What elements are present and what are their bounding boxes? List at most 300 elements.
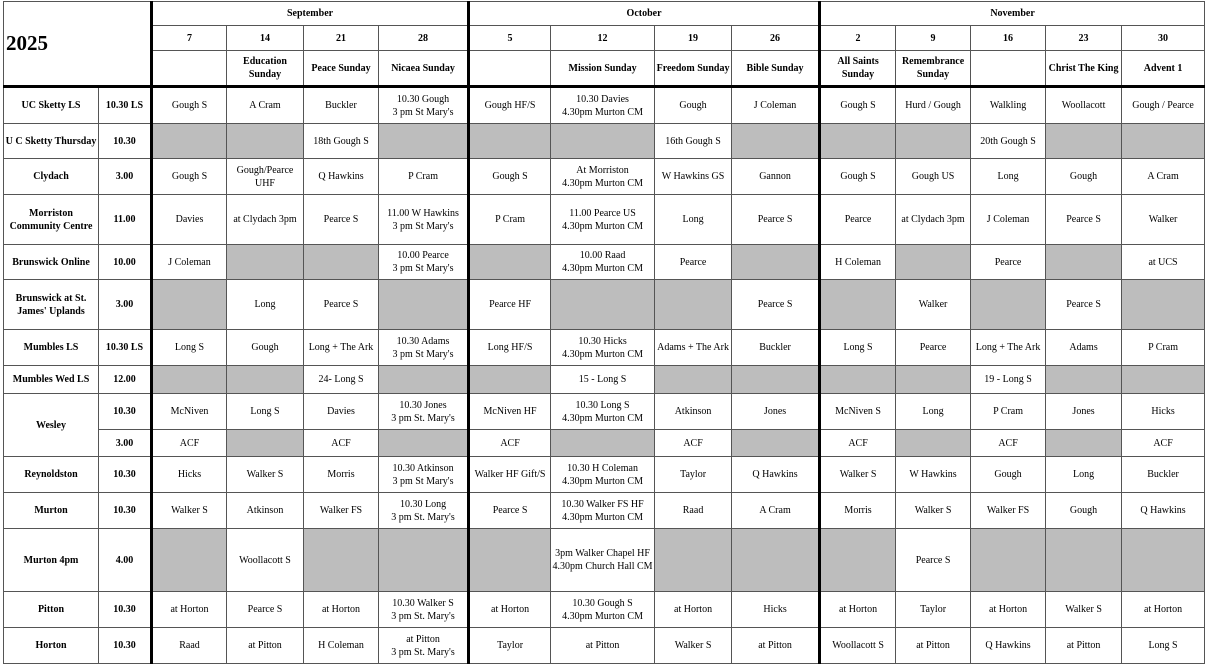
preacher-cell: A Cram	[1122, 159, 1205, 195]
empty-slot	[551, 124, 655, 159]
cell-line: 3 pm St Mary's	[392, 106, 454, 118]
empty-slot	[379, 124, 469, 159]
cell-line: At Morriston	[576, 164, 629, 176]
preacher-cell: Gough S	[152, 87, 227, 124]
service-time: 10.30	[99, 457, 152, 493]
preacher-cell: Gough	[227, 330, 304, 366]
preacher-cell: McNiven HF	[469, 394, 551, 430]
empty-slot	[896, 366, 971, 394]
empty-slot	[732, 245, 820, 280]
preacher-cell: P Cram	[379, 159, 469, 195]
preacher-cell: Woollacott S	[820, 628, 896, 664]
date-cell: 30	[1122, 26, 1205, 51]
preacher-cell: ACF	[304, 430, 379, 457]
preacher-cell: at Horton	[469, 592, 551, 628]
empty-slot	[820, 529, 896, 592]
preacher-cell: at Horton	[152, 592, 227, 628]
cell-line: 10.30 Walker S	[392, 597, 454, 609]
empty-slot	[820, 124, 896, 159]
preacher-cell: Morris	[820, 493, 896, 529]
empty-slot	[655, 366, 732, 394]
table-row	[4, 245, 1205, 280]
cell-line: 10.30 Long S	[575, 399, 630, 411]
cell-line: 3 pm St Mary's	[392, 263, 454, 274]
cell-line: 4.30pm Murton CM	[562, 106, 643, 118]
empty-slot	[1122, 124, 1205, 159]
empty-slot	[896, 430, 971, 457]
cell-line: at Pitton	[406, 633, 440, 645]
service-time: 10.30	[99, 493, 152, 529]
cell-line: 4.30pm Murton CM	[562, 177, 643, 189]
empty-slot	[227, 245, 304, 280]
church-name: Clydach	[4, 159, 99, 195]
month-header: November	[820, 2, 1205, 26]
preacher-cell: Gough S	[820, 159, 896, 195]
preacher-cell: Gough	[1046, 159, 1122, 195]
cell-line: 10.30 Jones	[399, 399, 447, 411]
preacher-cell: Q Hawkins	[1122, 493, 1205, 529]
preacher-cell: McNiven S	[820, 394, 896, 430]
preacher-cell: Gannon	[732, 159, 820, 195]
month-header-row	[4, 2, 1205, 26]
table-row	[4, 159, 1205, 195]
service-time: 10.30 LS	[99, 330, 152, 366]
date-cell: 28	[379, 26, 469, 51]
preacher-cell	[379, 592, 469, 628]
preacher-cell: Walker S	[1046, 592, 1122, 628]
cell-line: 4.30pm Murton CM	[562, 412, 643, 424]
empty-slot	[379, 529, 469, 592]
preacher-cell	[551, 529, 655, 592]
church-name: Morriston Community Centre	[4, 195, 99, 245]
occasion-cell: Freedom Sunday	[655, 51, 732, 87]
church-name: Horton	[4, 628, 99, 664]
preacher-cell: Pearce HF	[469, 280, 551, 330]
preacher-cell: Long	[971, 159, 1046, 195]
preacher-cell: Atkinson	[655, 394, 732, 430]
month-header: October	[469, 2, 820, 26]
preacher-cell: at Clydach 3pm	[227, 195, 304, 245]
preacher-cell: Walker	[896, 280, 971, 330]
cell-line: 10.30 Adams	[396, 335, 450, 347]
preacher-cell: at Pitton	[227, 628, 304, 664]
empty-slot	[1122, 529, 1205, 592]
empty-slot	[1046, 430, 1122, 457]
cell-line: 4.30pm Murton CM	[562, 348, 643, 360]
empty-slot	[732, 366, 820, 394]
preacher-cell: P Cram	[469, 195, 551, 245]
date-cell: 16	[971, 26, 1046, 51]
preacher-cell: Jones	[1046, 394, 1122, 430]
preacher-cell	[551, 457, 655, 493]
table-row	[4, 195, 1205, 245]
church-name: Murton	[4, 493, 99, 529]
preacher-cell: Woollacott S	[227, 529, 304, 592]
empty-slot	[1046, 245, 1122, 280]
cell-line: 10.30 Hicks	[578, 335, 627, 347]
empty-slot	[551, 430, 655, 457]
occasion-cell	[469, 51, 551, 87]
table-row	[4, 280, 1205, 330]
preacher-cell: Gough/Pearce UHF	[227, 159, 304, 195]
preacher-cell: Hicks	[152, 457, 227, 493]
empty-slot	[227, 430, 304, 457]
cell-line: 10.30 Atkinson	[392, 462, 454, 474]
preacher-cell: at Horton	[304, 592, 379, 628]
preacher-cell: Atkinson	[227, 493, 304, 529]
preacher-cell	[379, 493, 469, 529]
date-cell: 5	[469, 26, 551, 51]
preacher-cell: Hicks	[732, 592, 820, 628]
preacher-cell: at Horton	[971, 592, 1046, 628]
preacher-cell: Walker	[1122, 195, 1205, 245]
preacher-cell: Long	[1046, 457, 1122, 493]
preacher-cell: Gough	[655, 87, 732, 124]
preacher-cell: at Pitton	[732, 628, 820, 664]
preacher-cell: Gough	[971, 457, 1046, 493]
preacher-cell: Gough S	[152, 159, 227, 195]
preacher-cell: 20th Gough S	[971, 124, 1046, 159]
service-time: 10.30 LS	[99, 87, 152, 124]
cell-line: 3 pm St. Mary's	[391, 610, 455, 622]
empty-slot	[732, 124, 820, 159]
occasion-cell: Advent 1	[1122, 51, 1205, 87]
occasion-cell: Remembrance Sunday	[896, 51, 971, 87]
cell-line: 10.30 Davies	[576, 93, 629, 105]
table-row	[4, 529, 1205, 592]
preacher-cell: Pearce S	[896, 529, 971, 592]
empty-slot	[1122, 280, 1205, 330]
empty-slot	[1046, 124, 1122, 159]
cell-line: 3 pm St. Mary's	[391, 511, 455, 523]
cell-line: 3 pm St Mary's	[392, 475, 454, 487]
table-row	[4, 457, 1205, 493]
preacher-cell: Gough / Pearce	[1122, 87, 1205, 124]
occasion-cell	[971, 51, 1046, 87]
empty-slot	[732, 430, 820, 457]
preacher-cell: Adams	[1046, 330, 1122, 366]
church-name: U C Sketty Thursday	[4, 124, 99, 159]
table-row	[4, 124, 1205, 159]
church-name: Mumbles Wed LS	[4, 366, 99, 394]
cell-line: 4.30pm Murton CM	[562, 475, 643, 487]
preacher-cell: Davies	[304, 394, 379, 430]
preacher-cell: Long	[227, 280, 304, 330]
preacher-cell: Raad	[152, 628, 227, 664]
church-name: Pitton	[4, 592, 99, 628]
cell-line: 10.30 Gough	[396, 93, 450, 105]
preacher-cell: Gough	[1046, 493, 1122, 529]
cell-line: 11.00 Pearce US	[569, 207, 636, 219]
preacher-cell: A Cram	[227, 87, 304, 124]
preacher-cell: Jones	[732, 394, 820, 430]
preacher-cell: Long S	[1122, 628, 1205, 664]
empty-slot	[1122, 366, 1205, 394]
date-cell: 14	[227, 26, 304, 51]
preacher-cell: 24- Long S	[304, 366, 379, 394]
empty-slot	[469, 124, 551, 159]
preacher-cell	[379, 330, 469, 366]
preacher-cell	[379, 245, 469, 280]
empty-slot	[820, 366, 896, 394]
date-cell: 19	[655, 26, 732, 51]
date-header-row	[4, 26, 1205, 51]
preacher-cell: Davies	[152, 195, 227, 245]
preacher-cell	[551, 330, 655, 366]
service-time: 12.00	[99, 366, 152, 394]
preacher-cell: Long S	[227, 394, 304, 430]
preacher-cell: at Horton	[820, 592, 896, 628]
preacher-cell: Pearce S	[304, 280, 379, 330]
preacher-cell: Pearce S	[732, 195, 820, 245]
preacher-cell: P Cram	[971, 394, 1046, 430]
preacher-cell: Pearce S	[227, 592, 304, 628]
preacher-cell: Taylor	[655, 457, 732, 493]
occasion-cell: Nicaea Sunday	[379, 51, 469, 87]
preacher-cell: Taylor	[469, 628, 551, 664]
empty-slot	[732, 529, 820, 592]
preacher-cell: at Pitton	[551, 628, 655, 664]
occasion-cell: Christ The King	[1046, 51, 1122, 87]
preacher-cell: Pearce S	[1046, 280, 1122, 330]
preacher-cell: Pearce	[896, 330, 971, 366]
preacher-cell: Adams + The Ark	[655, 330, 732, 366]
preacher-cell: Q Hawkins	[304, 159, 379, 195]
preacher-cell: ACF	[469, 430, 551, 457]
preacher-cell: Walker S	[152, 493, 227, 529]
date-cell: 21	[304, 26, 379, 51]
cell-line: 3 pm St. Mary's	[391, 646, 455, 658]
preacher-cell: at Pitton	[896, 628, 971, 664]
table-row	[4, 366, 1205, 394]
occasion-cell: Peace Sunday	[304, 51, 379, 87]
preacher-cell: Walker S	[896, 493, 971, 529]
service-time: 3.00	[99, 430, 152, 457]
preacher-cell	[379, 87, 469, 124]
empty-slot	[379, 366, 469, 394]
cell-line: 3 pm St Mary's	[392, 220, 454, 232]
empty-slot	[655, 280, 732, 330]
preaching-plan-table	[3, 1, 1205, 664]
preacher-cell: Hicks	[1122, 394, 1205, 430]
preacher-cell: Morris	[304, 457, 379, 493]
empty-slot	[152, 280, 227, 330]
table-row	[4, 430, 1205, 457]
cell-line: 4.30pm Murton CM	[562, 511, 643, 523]
service-time: 10.30	[99, 124, 152, 159]
preacher-cell	[551, 245, 655, 280]
preacher-cell: at Horton	[1122, 592, 1205, 628]
preacher-cell: Long + The Ark	[971, 330, 1046, 366]
occasion-header-row	[4, 51, 1205, 87]
empty-slot	[469, 245, 551, 280]
preacher-cell: A Cram	[732, 493, 820, 529]
table-row	[4, 628, 1205, 664]
cell-line: 4.30pm Murton CM	[562, 263, 643, 274]
cell-line: 4.30pm Murton CM	[562, 220, 643, 232]
cell-line: 10.00 Pearce	[397, 250, 449, 261]
empty-slot	[1046, 366, 1122, 394]
preacher-cell: Pearce S	[732, 280, 820, 330]
church-name: UC Sketty LS	[4, 87, 99, 124]
church-name: Mumbles LS	[4, 330, 99, 366]
preacher-cell: Gough US	[896, 159, 971, 195]
service-time: 10.30	[99, 628, 152, 664]
cell-line: 10.00 Raad	[579, 250, 626, 261]
empty-slot	[896, 124, 971, 159]
empty-slot	[896, 245, 971, 280]
cell-line: 3 pm St. Mary's	[391, 412, 455, 424]
preacher-cell: 16th Gough S	[655, 124, 732, 159]
preacher-cell: Taylor	[896, 592, 971, 628]
preacher-cell: McNiven	[152, 394, 227, 430]
preacher-cell: Buckler	[732, 330, 820, 366]
preacher-cell: at Clydach 3pm	[896, 195, 971, 245]
preacher-cell: Gough S	[820, 87, 896, 124]
preacher-cell: Pearce S	[469, 493, 551, 529]
service-time: 10.30	[99, 592, 152, 628]
empty-slot	[469, 529, 551, 592]
preacher-cell: Raad	[655, 493, 732, 529]
empty-slot	[152, 366, 227, 394]
preacher-cell: Buckler	[1122, 457, 1205, 493]
empty-slot	[152, 124, 227, 159]
preacher-cell: Walker HF Gift/S	[469, 457, 551, 493]
month-header: September	[152, 2, 469, 26]
table-row	[4, 592, 1205, 628]
preacher-cell: Pearce S	[304, 195, 379, 245]
preacher-cell: Gough S	[469, 159, 551, 195]
preacher-cell: Walker FS	[971, 493, 1046, 529]
preacher-cell: W Hawkins	[896, 457, 971, 493]
occasion-cell: Mission Sunday	[551, 51, 655, 87]
preacher-cell	[379, 394, 469, 430]
empty-slot	[971, 280, 1046, 330]
preacher-cell: ACF	[820, 430, 896, 457]
preacher-cell: Long HF/S	[469, 330, 551, 366]
date-cell: 26	[732, 26, 820, 51]
service-time: 10.00	[99, 245, 152, 280]
preacher-cell: ACF	[152, 430, 227, 457]
preacher-cell: ACF	[655, 430, 732, 457]
preacher-cell	[379, 457, 469, 493]
preacher-cell: Q Hawkins	[732, 457, 820, 493]
preacher-cell: ACF	[971, 430, 1046, 457]
preacher-cell: Pearce	[655, 245, 732, 280]
date-cell: 9	[896, 26, 971, 51]
preacher-cell: Long S	[152, 330, 227, 366]
preacher-cell: Pearce	[971, 245, 1046, 280]
date-cell: 7	[152, 26, 227, 51]
preacher-cell: at UCS	[1122, 245, 1205, 280]
empty-slot	[551, 280, 655, 330]
preacher-cell: Walker S	[820, 457, 896, 493]
church-name: Brunswick Online	[4, 245, 99, 280]
preacher-cell: Walker FS	[304, 493, 379, 529]
empty-slot	[227, 366, 304, 394]
table-row	[4, 330, 1205, 366]
preacher-cell	[551, 87, 655, 124]
church-name: Reynoldston	[4, 457, 99, 493]
empty-slot	[820, 280, 896, 330]
date-cell: 23	[1046, 26, 1122, 51]
cell-line: 10.30 Long	[399, 498, 447, 510]
preacher-cell: at Horton	[655, 592, 732, 628]
service-time: 3.00	[99, 280, 152, 330]
empty-slot	[379, 430, 469, 457]
year-label: 2025	[4, 2, 152, 87]
preacher-cell: P Cram	[1122, 330, 1205, 366]
church-name: Brunswick at St. James' Uplands	[4, 280, 99, 330]
cell-line: 3pm Walker Chapel HF	[555, 548, 650, 559]
cell-line: 10.30 Walker FS HF	[561, 498, 644, 510]
preacher-cell: W Hawkins GS	[655, 159, 732, 195]
preacher-cell: Long S	[820, 330, 896, 366]
preacher-cell	[551, 159, 655, 195]
preacher-cell: 18th Gough S	[304, 124, 379, 159]
preacher-cell: Hurd / Gough	[896, 87, 971, 124]
preacher-cell: Long + The Ark	[304, 330, 379, 366]
preacher-cell	[379, 628, 469, 664]
cell-line: 11.00 W Hawkins	[387, 207, 459, 219]
empty-slot	[304, 245, 379, 280]
preacher-cell: Pearce	[820, 195, 896, 245]
preacher-cell: Pearce S	[1046, 195, 1122, 245]
empty-slot	[655, 529, 732, 592]
table-row	[4, 493, 1205, 529]
preacher-cell: Long	[896, 394, 971, 430]
preacher-cell: J Coleman	[152, 245, 227, 280]
preacher-cell: Walker S	[655, 628, 732, 664]
service-time: 3.00	[99, 159, 152, 195]
occasion-cell: All Saints Sunday	[820, 51, 896, 87]
preacher-cell: ACF	[1122, 430, 1205, 457]
cell-line: 3 pm St Mary's	[392, 348, 454, 360]
preacher-cell: J Coleman	[971, 195, 1046, 245]
preacher-cell	[379, 195, 469, 245]
preacher-cell: J Coleman	[732, 87, 820, 124]
service-time: 11.00	[99, 195, 152, 245]
preacher-cell: Walkling	[971, 87, 1046, 124]
preacher-cell	[551, 195, 655, 245]
preacher-cell: at Pitton	[1046, 628, 1122, 664]
preacher-cell	[551, 493, 655, 529]
cell-line: 4.30pm Church Hall CM	[552, 561, 653, 572]
date-cell: 2	[820, 26, 896, 51]
preacher-cell: Buckler	[304, 87, 379, 124]
preacher-cell: Walker S	[227, 457, 304, 493]
empty-slot	[152, 529, 227, 592]
table-row	[4, 394, 1205, 430]
occasion-cell: Bible Sunday	[732, 51, 820, 87]
cell-line: 10.30 Gough S	[572, 597, 633, 609]
preacher-cell: 15 - Long S	[551, 366, 655, 394]
empty-slot	[469, 366, 551, 394]
cell-line: 4.30pm Murton CM	[562, 610, 643, 622]
preacher-cell	[551, 592, 655, 628]
empty-slot	[227, 124, 304, 159]
preacher-cell: H Coleman	[820, 245, 896, 280]
preacher-cell: H Coleman	[304, 628, 379, 664]
occasion-cell	[152, 51, 227, 87]
table-row	[4, 87, 1205, 124]
preacher-cell	[551, 394, 655, 430]
service-time: 10.30	[99, 394, 152, 430]
empty-slot	[379, 280, 469, 330]
preacher-cell: Woollacott	[1046, 87, 1122, 124]
occasion-cell: Education Sunday	[227, 51, 304, 87]
date-cell: 12	[551, 26, 655, 51]
